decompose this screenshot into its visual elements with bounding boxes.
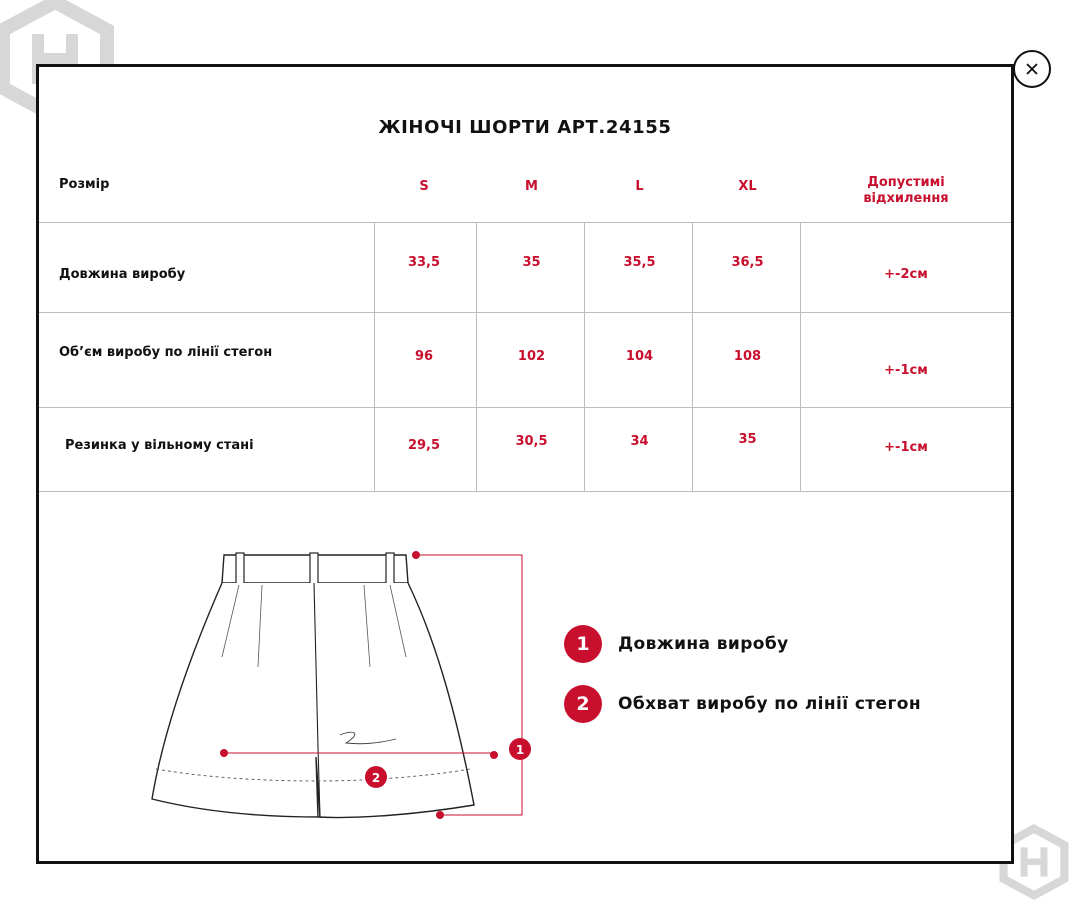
legend-text: Обхват виробу по лінії стегон (618, 694, 921, 714)
row-tolerance: +-1см (884, 440, 928, 455)
legend-number-badge: 1 (564, 625, 602, 663)
grid-line (800, 222, 801, 492)
row-value: 104 (625, 349, 654, 364)
legend-text: Довжина виробу (618, 634, 789, 654)
row-tolerance: +-1см (884, 363, 928, 378)
grid-line (374, 222, 375, 492)
header-size-s: S (419, 179, 429, 194)
row-value: 102 (517, 349, 546, 364)
header-tolerance: Допустимі відхилення (863, 175, 949, 206)
row-tolerance: +-2см (884, 267, 928, 282)
close-button[interactable] (1013, 50, 1051, 88)
diagram-marker-2: 2 (371, 771, 381, 785)
table-row (39, 222, 1011, 312)
modal-title: ЖІНОЧІ ШОРТИ АРТ.24155 (378, 117, 672, 138)
row-value: 35 (738, 432, 757, 447)
close-icon (1024, 61, 1040, 77)
row-value: 35 (522, 255, 541, 270)
header-size-m: M (525, 179, 538, 194)
grid-line (476, 222, 477, 492)
row-value: 108 (733, 349, 762, 364)
table-header-row (39, 167, 1011, 222)
table-row (39, 312, 1011, 407)
row-value: 29,5 (407, 438, 441, 453)
legend-item (564, 685, 921, 723)
table-row (39, 407, 1011, 492)
header-size-l: L (635, 179, 644, 194)
row-value: 33,5 (407, 255, 441, 270)
header-size-label: Розмір (59, 177, 110, 192)
row-value: 36,5 (731, 255, 764, 270)
grid-line (584, 222, 585, 492)
header-size-xl: XL (738, 179, 757, 194)
row-label: Резинка у вільному стані (65, 438, 254, 453)
row-value: 34 (630, 434, 649, 449)
row-label: Об’єм виробу по лінії стегон (59, 345, 273, 360)
legend-item (564, 625, 789, 663)
row-value: 35,5 (623, 255, 656, 270)
shorts-diagram (144, 547, 525, 837)
row-value: 96 (414, 349, 434, 364)
grid-line (692, 222, 693, 492)
size-chart-modal (36, 64, 1014, 864)
legend-number-badge: 2 (564, 685, 602, 723)
diagram-marker-1: 1 (515, 743, 525, 757)
row-label: Довжина виробу (59, 267, 186, 282)
row-value: 30,5 (515, 434, 548, 449)
